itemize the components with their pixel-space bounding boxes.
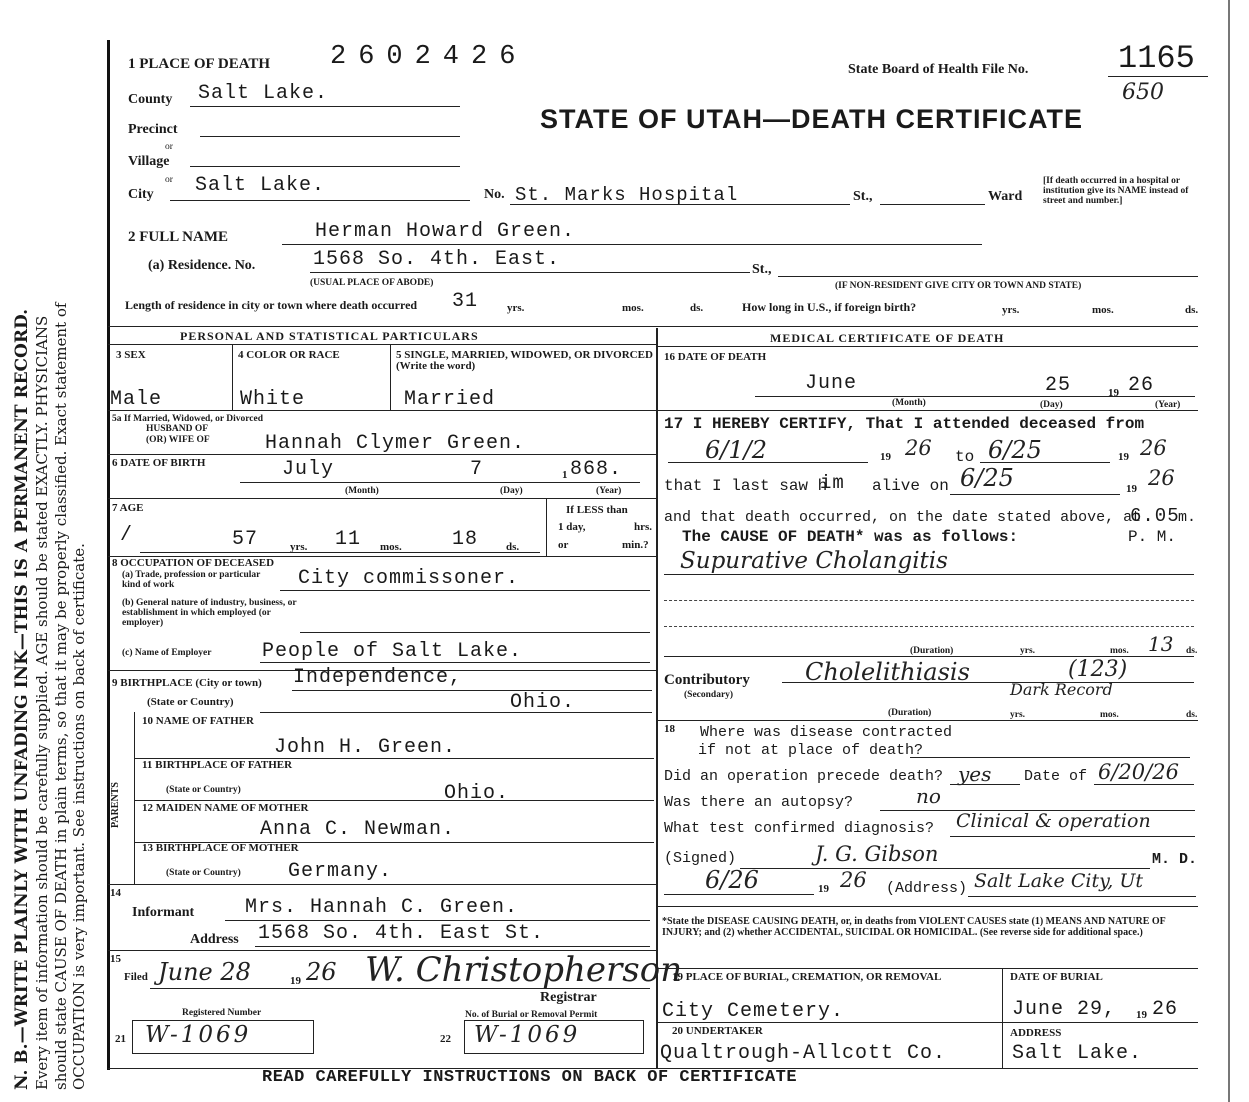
margin-instruction-3: should state CAUSE OF DEATH in plain terms, so that it may be properly classified. Exact statement of: [52, 302, 70, 1090]
item-15: 15: [110, 953, 121, 965]
contributory-note: Dark Record: [1010, 680, 1113, 699]
age-label: 7 AGE: [112, 502, 144, 514]
file-no-label: State Board of Health File No.: [848, 62, 1029, 77]
duration2-ds: ds.: [1186, 710, 1198, 720]
dod-day: 25: [1045, 374, 1072, 397]
dod-month: June: [805, 372, 858, 395]
dod-year-prefix: 19: [1108, 387, 1119, 399]
dod-label: 16 DATE OF DEATH: [664, 351, 767, 363]
registrar-label: Registrar: [540, 990, 597, 1005]
ward-note: [If death occurred in a hospital or institution give its NAME instead of street and number.]: [1043, 176, 1189, 206]
street-label: St.,: [853, 189, 873, 204]
marital-value: Married: [404, 388, 496, 411]
duration-mos: mos.: [1110, 646, 1129, 656]
residence-st-label: St.,: [752, 262, 772, 277]
precinct-label: Precinct: [128, 122, 178, 137]
footer-instructions: READ CAREFULLY INSTRUCTIONS ON BACK OF CERTIFICATE: [262, 1068, 798, 1087]
color-value: White: [240, 388, 306, 411]
spouse-label-1: 5a If Married, Widowed, or Divorced: [112, 414, 264, 424]
age-years: 57: [232, 528, 259, 551]
yrs-label: yrs.: [507, 302, 525, 314]
certify-statement: 17 I HEREBY CERTIFY, That I attended deceased from: [664, 415, 1145, 433]
to-year-prefix: 19: [1118, 451, 1129, 463]
filed-year-prefix: 19: [290, 975, 301, 987]
duration-yrs: yrs.: [1020, 646, 1036, 656]
county-value: Salt Lake.: [198, 82, 329, 105]
full-name-label: 2 FULL NAME: [128, 229, 229, 245]
operation-date: 6/20/26: [1098, 760, 1179, 784]
burial-date: June 29,: [1012, 998, 1117, 1021]
undertaker-label: 20 UNDERTAKER: [672, 1025, 763, 1037]
age-mos-label: mos.: [380, 541, 402, 553]
attended-from: 6/1/2: [705, 436, 767, 464]
death-time: 6.05: [1130, 505, 1180, 527]
length-residence-value: 31: [452, 290, 479, 313]
mos-label: mos.: [622, 302, 644, 314]
filed-label: Filed: [124, 971, 148, 983]
mother-birthplace-label: 13 BIRTHPLACE OF MOTHER: [142, 842, 299, 854]
age-tick: /: [120, 524, 134, 547]
birthplace-city: Independence,: [293, 666, 463, 689]
physician-signature: J. G. Gibson: [815, 842, 939, 866]
alive-year-prefix: 19: [1126, 483, 1137, 495]
us-yrs-label: yrs.: [1002, 304, 1020, 316]
dod-year: 26: [1128, 374, 1155, 397]
less-min-label: min.?: [622, 539, 649, 551]
burial-permit: W-1069: [474, 1022, 581, 1048]
nonresident-note: (IF NON-RESIDENT GIVE CITY OR TOWN AND STATE): [835, 281, 1082, 291]
file-no: 1165: [1118, 40, 1195, 77]
duration2-label: (Duration): [888, 708, 932, 718]
or-1: or: [165, 142, 173, 152]
form-right-edge: [1228, 0, 1230, 1102]
residence-value: 1568 So. 4th. East.: [313, 248, 561, 271]
place-of-death-label: 1 PLACE OF DEATH: [128, 56, 271, 72]
less-day-label: 1 day,: [558, 521, 586, 533]
item-21: 21: [115, 1033, 126, 1045]
dob-year-prefix: 1: [562, 469, 568, 481]
informant-address-value: 1568 So. 4th. East St.: [258, 922, 545, 945]
informant-label: Informant: [132, 905, 195, 920]
age-yrs-label: yrs.: [290, 541, 308, 553]
mother-birthplace-sub: (State or Country): [166, 868, 241, 878]
secondary-label: (Secondary): [684, 690, 734, 700]
father-value: John H. Green.: [274, 736, 457, 759]
occupation-a-label: (a) Trade, profession or particular kind of work: [122, 570, 261, 590]
item-22: 22: [440, 1033, 451, 1045]
county-label: County: [128, 92, 173, 107]
age-ds-label: ds.: [506, 541, 520, 553]
filed-date: June 28: [158, 958, 251, 986]
cause-label: The CAUSE OF DEATH* was as follows:: [682, 528, 1019, 546]
alive-date: 6/25: [960, 464, 1014, 492]
or-2: or: [165, 175, 173, 185]
to-label: to: [955, 448, 975, 466]
sign-year-prefix: 19: [818, 883, 829, 895]
dob-year: 868.: [570, 458, 623, 481]
full-name-value: Herman Howard Green.: [315, 220, 576, 243]
signed-label: (Signed): [664, 850, 737, 867]
autopsy-question: Was there an autopsy?: [664, 794, 854, 811]
mother-birthplace-value: Germany.: [288, 860, 393, 883]
parents-label: PARENTS: [110, 782, 121, 828]
from-year-prefix: 19: [880, 451, 891, 463]
operation-question: Did an operation precede death?: [664, 768, 944, 785]
undertaker: Qualtrough-Allcott Co.: [660, 1042, 947, 1065]
us-mos-label: mos.: [1092, 304, 1114, 316]
attended-to: 6/25: [988, 436, 1042, 464]
death-occurred-label: and that death occurred, on the date stated above, at: [664, 509, 1142, 526]
mother-label: 12 MAIDEN NAME OF MOTHER: [142, 802, 309, 814]
cause-footnote: *State the DISEASE CAUSING DEATH, or, in deaths from VIOLENT CAUSES state (1) MEANS AND NATURE OF INJURY; and (2) whether ACCIDENTAL, SUICIDAL OR HOMICIDAL. (See reverse side for additional space.): [662, 916, 1166, 938]
margin-instruction-4: OCCUPATION is very important. See instructions on back of certificate.: [70, 543, 88, 1090]
employer-label: (c) Name of Employer: [122, 648, 212, 658]
undertaker-address: Salt Lake.: [1012, 1042, 1143, 1065]
margin-instruction-1: N. B.—WRITE PLAINLY WITH UNFADING INK—THIS IS A PERMANENT RECORD.: [12, 308, 32, 1090]
occupation-value: City commissoner.: [298, 567, 520, 590]
occupation-b-label: (b) General nature of industry, business, or establishment in which employed (or employer): [122, 598, 297, 628]
personal-heading: PERSONAL AND STATISTICAL PARTICULARS: [180, 329, 479, 343]
autopsy-answer: no: [916, 784, 941, 808]
father-birthplace-label: 11 BIRTHPLACE OF FATHER: [142, 759, 293, 771]
operation-answer: yes: [958, 762, 992, 786]
father-birthplace-value: Ohio.: [444, 782, 510, 805]
abode-note: (USUAL PLACE OF ABODE): [310, 278, 434, 288]
pm-label: P. M.: [1128, 528, 1177, 546]
physician-address: Salt Lake City, Ut: [974, 870, 1144, 892]
street-no-label: No.: [484, 187, 505, 202]
attended-from-year: 26: [905, 436, 932, 460]
burial-year: 26: [1152, 998, 1179, 1021]
sex-label: 3 SEX: [116, 349, 146, 361]
duration2-yrs: yrs.: [1010, 710, 1026, 720]
informant-value: Mrs. Hannah C. Green.: [245, 896, 519, 919]
last-saw-label: that I last saw h: [664, 477, 828, 495]
mother-value: Anna C. Newman.: [260, 818, 456, 841]
attended-to-year: 26: [1140, 436, 1167, 460]
dod-day-caption: (Day): [1040, 400, 1063, 410]
sign-date: 6/26: [705, 866, 759, 894]
burial-date-label: DATE OF BURIAL: [1010, 971, 1103, 983]
ds-label: ds.: [690, 302, 704, 314]
time-m: m.: [1178, 509, 1197, 526]
residence-label: (a) Residence. No.: [148, 258, 256, 273]
us-residence-label: How long in U.S., if foreign birth?: [742, 300, 917, 314]
birthplace-state-label: (State or Country): [147, 696, 234, 708]
duration-mos-value: 13: [1148, 632, 1174, 656]
less-hrs-label: hrs.: [634, 521, 653, 533]
column-divider: [656, 328, 658, 968]
margin-instruction-2: Every item of information should be carefully supplied. AGE should be stated EXACTLY. PHYSICIANS: [33, 315, 51, 1090]
sex-value: Male: [110, 388, 163, 411]
occupation-label: 8 OCCUPATION OF DECEASED: [112, 557, 275, 569]
burial-place-label: 19 PLACE OF BURIAL, CREMATION, OR REMOVAL: [672, 971, 942, 983]
medical-heading: MEDICAL CERTIFICATE OF DEATH: [770, 331, 1005, 345]
duration2-mos: mos.: [1100, 710, 1119, 720]
marital-label: 5 SINGLE, MARRIED, WIDOWED, OR DIVORCED (Write the word): [396, 349, 653, 372]
birthplace-state: Ohio.: [510, 691, 576, 714]
last-saw-fill: im: [820, 472, 845, 494]
alive-on-label: alive on: [872, 477, 949, 495]
age-months: 11: [335, 528, 362, 551]
operation-date-label: Date of: [1024, 768, 1088, 785]
us-ds-label: ds.: [1185, 304, 1199, 316]
contributory-code: (123): [1068, 657, 1128, 682]
dob-label: 6 DATE OF BIRTH: [112, 457, 206, 469]
dob-year-caption: (Year): [596, 486, 622, 496]
burial-place: City Cemetery.: [662, 1000, 845, 1023]
dob-day: 7: [470, 458, 484, 481]
contributory-cause: Cholelithiasis: [805, 658, 970, 686]
duration-label: (Duration): [910, 646, 954, 656]
birthplace-label: 9 BIRTHPLACE (City or town): [112, 677, 262, 689]
dob-month-caption: (Month): [345, 486, 379, 496]
filed-year: 26: [306, 958, 337, 986]
ward-label: Ward: [988, 189, 1023, 204]
father-birthplace-sub: (State or Country): [166, 785, 241, 795]
undertaker-address-label: ADDRESS: [1010, 1027, 1062, 1039]
certificate-title: STATE OF UTAH—DEATH CERTIFICATE: [540, 104, 1083, 134]
age-days: 18: [452, 528, 479, 551]
burial-permit-label: No. of Burial or Removal Permit: [465, 1010, 598, 1020]
md-label: M. D.: [1152, 851, 1198, 868]
form-left-border: [107, 40, 110, 1070]
length-residence-label: Length of residence in city or town where death occurred: [125, 298, 418, 312]
test-question: What test confirmed diagnosis?: [664, 820, 935, 837]
village-label: Village: [128, 154, 170, 169]
test-answer: Clinical & operation: [956, 810, 1151, 832]
duration-ds: ds.: [1186, 646, 1198, 656]
spouse-label-3: (OR) WIFE OF: [146, 435, 210, 445]
registered-number: W-1069: [145, 1022, 252, 1048]
registrar-signature: W. Christopherson: [365, 950, 683, 990]
less-or-label: or: [558, 539, 569, 551]
registrar-no: 650: [1122, 80, 1164, 105]
father-label: 10 NAME OF FATHER: [142, 715, 254, 727]
dod-month-caption: (Month): [892, 398, 926, 408]
dob-month: July: [282, 458, 335, 481]
cause-of-death: Supurative Cholangitis: [680, 548, 948, 574]
burial-year-prefix: 19: [1136, 1009, 1147, 1021]
physician-address-label: (Address): [886, 880, 968, 897]
informant-address-label: Address: [190, 932, 239, 947]
where-contracted-q: Where was disease contracted: [700, 724, 953, 741]
dob-day-caption: (Day): [500, 486, 523, 496]
employer-value: People of Salt Lake.: [262, 640, 523, 663]
contributory-label: Contributory: [664, 672, 750, 688]
color-label: 4 COLOR OR RACE: [238, 349, 340, 361]
item-18: 18: [664, 723, 675, 735]
where-contracted-q2: if not at place of death?: [698, 742, 924, 759]
sign-year: 26: [840, 868, 867, 892]
city-label: City: [128, 187, 154, 202]
alive-year: 26: [1148, 466, 1175, 490]
dod-year-caption: (Year): [1155, 400, 1181, 410]
item-14: 14: [110, 887, 121, 899]
spouse-value: Hannah Clymer Green.: [265, 432, 526, 455]
stamp-number: 2602426: [330, 42, 528, 72]
city-value: Salt Lake.: [195, 174, 326, 197]
street-no-value: St. Marks Hospital: [515, 184, 739, 206]
registered-number-label: Registered Number: [182, 1008, 262, 1018]
less-than-label: If LESS than: [566, 504, 628, 516]
spouse-label-2: HUSBAND OF: [146, 424, 209, 434]
